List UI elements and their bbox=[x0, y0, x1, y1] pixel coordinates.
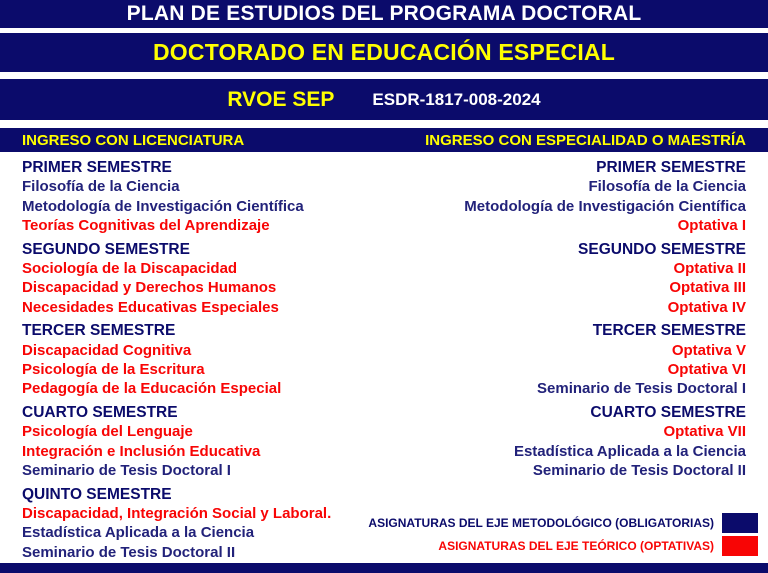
semester-section bbox=[22, 321, 384, 399]
main-title-bar bbox=[0, 0, 768, 28]
legend-color-swatch bbox=[722, 513, 758, 533]
course-item: Optativa II bbox=[673, 260, 746, 278]
course-item: Estadística Aplicada a la Ciencia bbox=[513, 442, 746, 460]
page-title: PLAN DE ESTUDIOS DEL PROGRAMA DOCTORAL bbox=[126, 2, 642, 25]
bottom-bar bbox=[0, 563, 768, 573]
column-header-especialidad-maestria: INGRESO CON ESPECIALIDAD O MAESTRÍA bbox=[425, 131, 746, 149]
course-item: Filosofía de la Ciencia bbox=[588, 178, 746, 196]
course-item: Seminario de Tesis Doctoral II bbox=[532, 462, 746, 480]
semester-title: PRIMER SEMESTRE bbox=[22, 159, 172, 176]
semester-section bbox=[22, 485, 384, 563]
legend-row bbox=[368, 513, 758, 533]
semester-section bbox=[22, 240, 384, 318]
semester-title: TERCER SEMESTRE bbox=[22, 322, 176, 340]
semester-title: SEGUNDO SEMESTRE bbox=[22, 240, 190, 258]
column-especialidad-maestria bbox=[384, 158, 746, 566]
course-item: Estadística Aplicada a la Ciencia bbox=[22, 524, 255, 542]
column-licenciatura bbox=[22, 158, 384, 566]
legend-row bbox=[368, 536, 758, 556]
rvoe-bar bbox=[0, 79, 768, 120]
course-item: Discapacidad y Derechos Humanos bbox=[22, 279, 277, 297]
course-item: Teorías Cognitivas del Aprendizaje bbox=[22, 217, 270, 235]
course-item: Psicología de la Escritura bbox=[22, 361, 205, 379]
semester-section bbox=[384, 321, 746, 399]
legend bbox=[368, 513, 758, 559]
semesters-content bbox=[0, 152, 768, 566]
course-item: Optativa IV bbox=[667, 298, 746, 316]
semester-title: CUARTO SEMESTRE bbox=[22, 403, 178, 421]
course-item: Discapacidad, Integración Social y Laboral. bbox=[22, 504, 332, 522]
course-item: Pedagogía de la Educación Especial bbox=[22, 380, 282, 398]
column-headers-bar bbox=[0, 128, 768, 152]
course-item: Discapacidad Cognitiva bbox=[22, 341, 192, 359]
course-item: Metodología de Investigación Científica bbox=[22, 197, 304, 215]
course-item: Optativa VII bbox=[663, 423, 746, 441]
program-title: DOCTORADO EN EDUCACIÓN ESPECIAL bbox=[153, 39, 615, 65]
semester-section bbox=[384, 158, 746, 236]
rvoe-label: RVOE SEP bbox=[227, 87, 335, 111]
course-item: Psicología del Lenguaje bbox=[22, 423, 193, 441]
legend-label: ASIGNATURAS DEL EJE TEÓRICO (OPTATIVAS) bbox=[438, 539, 714, 553]
course-item: Optativa V bbox=[671, 341, 746, 359]
semester-section bbox=[22, 158, 384, 236]
semester-title: PRIMER SEMESTRE bbox=[596, 159, 746, 176]
course-item: Filosofía de la Ciencia bbox=[22, 178, 180, 196]
semester-section bbox=[22, 403, 384, 481]
course-item: Optativa I bbox=[677, 217, 746, 235]
course-item: Optativa VI bbox=[667, 361, 746, 379]
column-header-licenciatura: INGRESO CON LICENCIATURA bbox=[22, 131, 245, 149]
semester-title: TERCER SEMESTRE bbox=[592, 322, 746, 340]
course-item: Necesidades Educativas Especiales bbox=[22, 298, 279, 316]
semester-title: QUINTO SEMESTRE bbox=[22, 485, 172, 503]
rvoe-code: ESDR-1817-008-2024 bbox=[372, 89, 541, 109]
course-item: Sociología de la Discapacidad bbox=[22, 260, 238, 278]
semester-title: SEGUNDO SEMESTRE bbox=[578, 240, 746, 258]
course-item: Optativa III bbox=[669, 279, 746, 297]
program-title-bar bbox=[0, 33, 768, 72]
course-item: Seminario de Tesis Doctoral I bbox=[22, 462, 231, 480]
semester-title: CUARTO SEMESTRE bbox=[590, 403, 746, 421]
semester-section bbox=[384, 240, 746, 318]
legend-label: ASIGNATURAS DEL EJE METODOLÓGICO (OBLIGATORIAS) bbox=[368, 516, 714, 530]
course-item: Seminario de Tesis Doctoral II bbox=[22, 543, 236, 561]
semester-section bbox=[384, 403, 746, 481]
legend-color-swatch bbox=[722, 536, 758, 556]
course-item: Metodología de Investigación Científica bbox=[464, 197, 746, 215]
course-item: Seminario de Tesis Doctoral I bbox=[537, 380, 746, 398]
course-item: Integración e Inclusión Educativa bbox=[22, 442, 261, 460]
